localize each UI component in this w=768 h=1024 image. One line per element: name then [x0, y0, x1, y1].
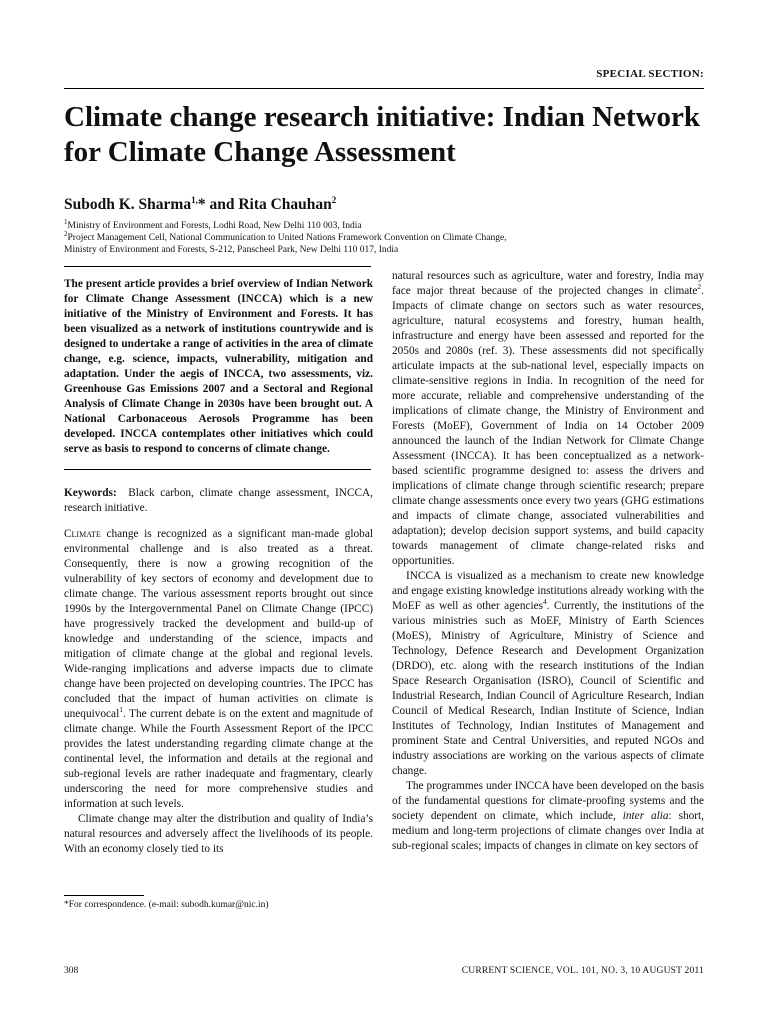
keywords-text: Black carbon, climate change assessment, INCCA, research initiative.	[64, 487, 373, 514]
citation-4: 4	[543, 597, 547, 607]
author-line	[64, 196, 336, 214]
keywords	[64, 486, 373, 516]
body-paragraph-3-text-a: natural resources such as agriculture, water and forestry, India may face major threat because of the projected changes in climate	[392, 270, 704, 297]
header-rule	[64, 88, 704, 89]
left-column-body	[64, 527, 373, 857]
affiliation-2-number: 2	[64, 229, 68, 238]
emphasis-inter-alia: inter alia	[622, 810, 669, 822]
body-paragraph-5	[392, 779, 704, 854]
body-paragraph-1	[64, 527, 373, 812]
author-1-name: Subodh K. Sharma	[64, 196, 192, 213]
body-paragraph-1-text-a: change is recognized as a significant man-made global environmental challenge and is also treated as a threat. Consequently, there is now a growing recognition of the vulnerability of key sectors of economy and development due to climate change. The various assessment reports brought out since 1990s by the Intergovernmental Panel on Climate Change (IPCC) have progressively tracked the development and build-up of knowledge and understanding of the science, impacts and mitigation of climate change at the global and regional levels. Wide-ranging implications and adverse impacts due to climate change have been projected on developing countries. The IPCC has concluded that the impact of human activities on climate is unequivocal	[64, 528, 373, 720]
body-paragraph-3-text-b: . Impacts of climate change on sectors such as water resources, agriculture, natural ecosystems and forestry, human health, infrastructure and energy have been assessed and reported for the 2050s and 2080s (ref. 3). These assessments did not specifically articulate impacts at the sub-national level, especially impacts on climate-sensitive regions in India. In recognition of the need for more accurate, reliable and comprehensive understanding of the implications of climate change, the Ministry of Environment and Forests (MoEF), Government of India on 14 October 2009 announced the launch of the Indian Network for Climate Change Assessment (INCCA). It has been conceptualized as a network-based scientific programme designed to: assess the drivers and implications of climate change through scientific research; prepare climate change assessments once every two years (GHG estimations and impacts of climate change, associated vulnerabilities and adaptation); develop decision support systems, and build capacity towards management of climate change-related risks and opportunities.	[392, 285, 704, 567]
article-title: Climate change research initiative: Indian Network for Climate Change Assessment	[64, 101, 701, 168]
drop-word: Climate	[64, 528, 101, 540]
body-paragraph-4	[392, 569, 704, 779]
correspondence-footnote: *For correspondence. (e-mail: subodh.kumar@nic.in)	[64, 900, 269, 910]
journal-citation: CURRENT SCIENCE, VOL. 101, NO. 3, 10 AUGUST 2011	[461, 966, 704, 976]
affiliations	[64, 217, 704, 256]
body-paragraph-3	[392, 269, 704, 569]
affiliation-2-line-2: Ministry of Environment and Forests, S-212, Panscheel Park, New Delhi 110 017, India	[64, 245, 399, 255]
body-paragraph-2: Climate change may alter the distribution and quality of India’s natural resources and adversely affect the livelihoods of its people. With an economy closely tied to its	[64, 813, 373, 855]
body-paragraph-1-text-b: . The current debate is on the extent and magnitude of climate change. While the Fourth Assessment Report of the IPCC provides the latest understanding regarding climate change at the continental level, the information and details at the regional and sub-regional levels are rather inadequate and fragmentary, clearly underscoring the need for more comprehensive studies and information at such levels.	[64, 708, 373, 810]
corresponding-asterisk: *	[197, 196, 206, 213]
citation-1: 1	[119, 705, 123, 715]
keywords-label: Keywords:	[64, 487, 117, 499]
affiliation-1-number: 1	[64, 217, 68, 226]
footnote-rule	[64, 895, 144, 896]
affiliation-1	[64, 217, 704, 232]
affiliation-2-line-1: Project Management Cell, National Communication to United Nations Framework Convention on Climate Change,	[67, 233, 507, 243]
author-1-affil-marker: 1,	[191, 194, 198, 205]
abstract: The present article provides a brief overview of Indian Network for Climate Change Assessment (INCCA) which is a new initiative of the Ministry of Environment and Forests. It has been visualized as a network of institutions countrywide and is designed to undertake a range of activities in the area of climate change, e.g. science, impacts, vulnerability, mitigation and adaptation. Under the aegis of INCCA, two assessments, viz. Greenhouse Gas Emissions 2007 and a Sectoral and Regional Analysis of Climate Change in 2030s have been brought out. A National Carbonaceous Aerosols Programme has been developed. INCCA contemplates other initiatives which could serve as basis to respond to concerns of climate change.	[64, 278, 373, 455]
affiliation-2	[64, 229, 704, 244]
body-paragraph-4-text-b: . Currently, the institutions of the various ministries such as MoEF, Ministry of Earth Sciences (MoES), Ministry of Agriculture, Ministry of Science and Technology, Defence Research and Development Organization (DRDO), etc. along with the research institutions of the Indian Space Research Organisation (ISRO), Council of Scientific and Industrial Research, Indian Council of Agriculture Research, Indian Council of Medical Research, Indian Institute of Science, Indian Institutes of Technology, Indian Institutes of Management and prominent State and Central Universities, and reputed NGOs and industry associations are working on the various aspects of climate change.	[392, 600, 704, 777]
author-2-affil-marker: 2	[331, 194, 337, 205]
section-label: SPECIAL SECTION:	[596, 68, 704, 80]
page-number: 308	[64, 966, 79, 976]
author-2-name: Rita Chauhan	[238, 196, 332, 213]
body-paragraph-5-text-b: : short, medium and long-term projections of climate changes over India at sub-regional scales; impacts of changes in climate on key sectors of	[392, 810, 704, 852]
citation-2: 2	[697, 282, 702, 292]
body-paragraph-4-text-a: INCCA is visualized as a mechanism to create new knowledge and engage existing knowledge institutions already working with the MoEF as well as other agencies	[392, 570, 704, 612]
affiliation-1-text: Ministry of Environment and Forests, Lodhi Road, New Delhi 110 003, India	[67, 221, 362, 231]
author-connector: and	[205, 196, 239, 213]
body-paragraph-5-text-a: The programmes under INCCA have been developed on the basis of the fundamental questions for climate-proofing systems and the society dependent on climate, which include,	[392, 780, 704, 822]
right-column-body	[392, 269, 704, 854]
